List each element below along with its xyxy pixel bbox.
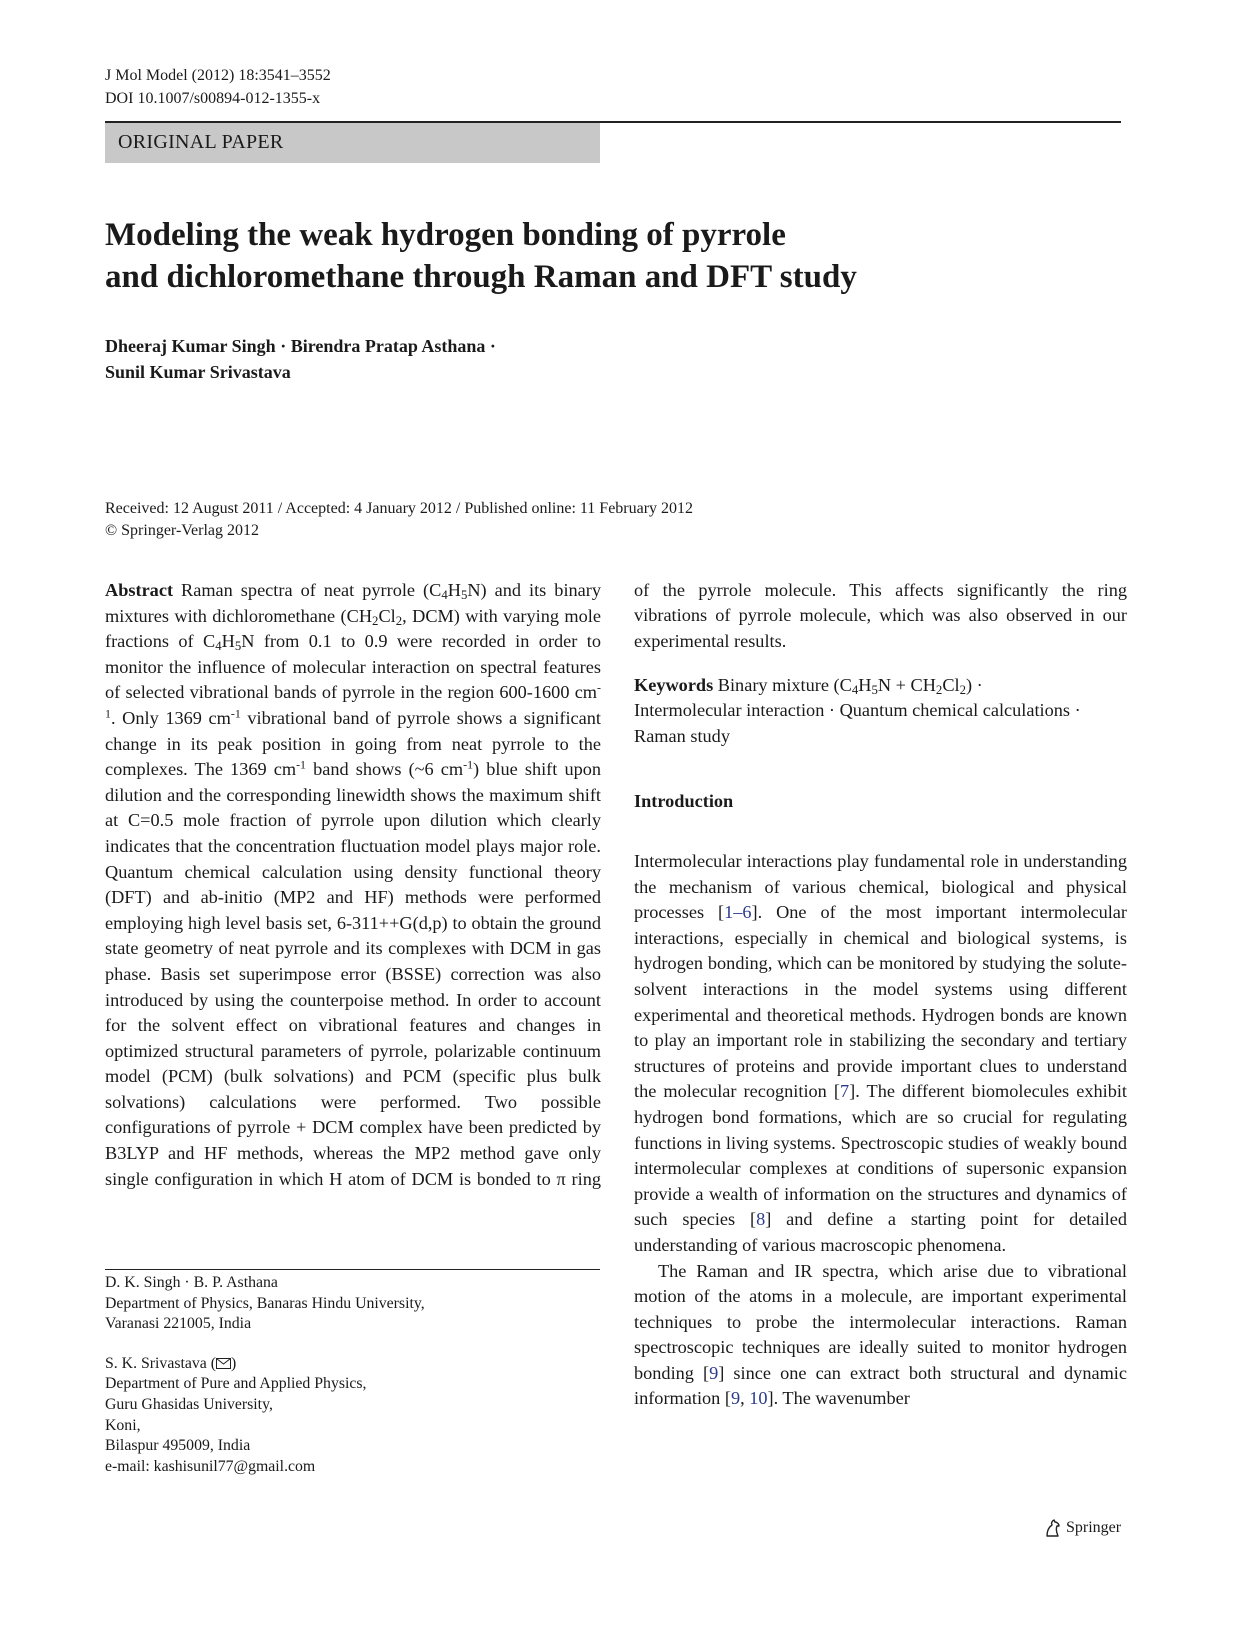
affiliation-1-names: D. K. Singh · B. P. Asthana [105, 1274, 278, 1291]
dates-line: Received: 12 August 2011 / Accepted: 4 January 2012 / Published online: 11 February 2012 [105, 500, 694, 517]
footnote-rule [105, 1269, 600, 1270]
author-affiliations: D. K. Singh · B. P. Asthana Department of Physics, Banaras Hindu University, Varanasi 221005, India S. K. Srivastava ( ) Department of Pure and Applied Physics, Guru Ghasidas University, Koni, Bilaspur 495009, India e-mail: kashisunil77@gmail.com [105, 1273, 425, 1477]
contact-email[interactable]: e-mail: kashisunil77@gmail.com [105, 1457, 316, 1475]
author-1: Dheeraj Kumar Singh [105, 336, 276, 356]
title-line-1: Modeling the weak hydrogen bonding of pyrrole [105, 217, 786, 253]
paper-title [105, 214, 1105, 298]
publisher-name: Springer [1066, 1519, 1122, 1536]
author-3: Sunil Kumar Srivastava [105, 362, 291, 382]
article-type-badge: ORIGINAL PAPER [105, 123, 600, 163]
affiliation-2-name: S. K. Srivastava ( ) [105, 1354, 237, 1372]
author-list [105, 333, 496, 385]
citation-link[interactable]: 8 [756, 1209, 766, 1230]
doi: DOI 10.1007/s00894-012-1355-x [105, 90, 321, 107]
keywords-label: Keywords [634, 674, 714, 695]
title-line-2: and dichloromethane through Raman and DFT study [105, 259, 857, 295]
springer-horse-icon [1044, 1518, 1062, 1538]
author-separator: · [485, 336, 496, 356]
introduction-paragraph-2: The Raman and IR spectra, which arise due to vibrational motion of the atoms in a molecule, are important experimental techniques to probe the intermolecular interactions. Raman spectroscopic techniques are ideally suited to monitor hydrogen bonding [9] since one can extract both structural and dynamic information [9, 10]. The wavenumber [634, 1260, 1127, 1409]
journal-header [105, 64, 331, 110]
citation-link[interactable]: 9 [730, 1388, 741, 1409]
citation-link[interactable]: 9 [709, 1362, 719, 1383]
abstract: Abstract Raman spectra of neat pyrrole $(C_4H_5N)$ and its binary mixtures with dichloromethane ($CH_2Cl_2$, DCM) with varying mole fractions of $C_4H_5N$ from 0.1 to 0.9 were recorded in order to monitor the influence of molecular interaction on spectral features of selected vibrational bands of pyrrole in the region 600-1600 $cm^{-1}$. Only 1369 $cm^{-1}$ vibrational band of pyrrole shows a significant change in its peak position in going from neat pyrrole to the complexes. The 1369 $cm^{-1}$ band shows (~6 $cm^{-1}$) blue shift upon dilution and the corresponding linewidth shows the maximum shift at C=0.5 mole fraction of pyrrole upon dilution which clearly indicates that the concentration fluctuation model plays major role. Quantum chemical calculation using density functional theory (DFT) and ab-initio (MP2 and HF) methods were performed employing high level basis set, 6-311++G(d,p) to obtain the ground state geometry of neat pyrrole and its complexes with DCM in gas phase. Basis set superimpose error (BSSE) correction was also introduced by using the counterpoise method. In order to account for the solvent effect on vibrational features and changes in optimized structural parameters of pyrrole, polarizable continuum model (PCM) (bulk solvations) and PCM (specific plus bulk solvations) calculations were performed. Two possible configurations of pyrrole + DCM complex have been predicted by B3LYP and HF methods, whereas the MP2 method gave only single configuration in which H atom of DCM is bonded to π ring [105, 580, 601, 1189]
author-2: Birendra Pratap Asthana [290, 336, 486, 356]
left-column [105, 578, 601, 1192]
copyright: © Springer-Verlag 2012 [105, 522, 260, 539]
citation-link[interactable]: 7 [839, 1081, 850, 1102]
right-column [634, 578, 1127, 1468]
introduction-paragraph-1: Intermolecular interactions play fundamental role in understanding the mechanism of various chemical, biological and physical processes [1–6]. One of the most important intermolecular interactions, especially in chemical and biological systems, is hydrogen bonding, which can be monitored by studying the solute-solvent interactions in the model systems using different experimental and theoretical methods. Hydrogen bonds are known to play an important role in stabilizing the secondary and tertiary structures of proteins and provide important clues to understand the molecular recognition [7]. The different biomolecules exhibit hydrogen bond formations, which are so crucial for regulating functions in living systems. Spectroscopic studies of weakly bound intermolecular complexes at conditions of supersonic expansion provide a wealth of information on the structures and dynamics of such species [8] and define a starting point for detailed understanding of various macroscopic phenomena. [634, 851, 1127, 1255]
abstract-label: Abstract [105, 580, 174, 600]
author-separator: · [275, 336, 291, 356]
envelope-icon [216, 1358, 231, 1369]
citation-link[interactable]: 1–6 [724, 902, 752, 923]
abstract-continued: of the pyrrole molecule. This affects significantly the ring vibrations of pyrrole molecule, which was also observed in our experimental results. [634, 579, 1127, 652]
citation-link[interactable]: 10 [749, 1388, 768, 1409]
introduction-heading: Introduction [634, 791, 734, 812]
keywords: Keywords Binary mixture $(C_4H_5N + CH_2Cl_2)$ · Intermolecular interaction · Quantum chemical calculations · Raman study [634, 674, 1081, 746]
publication-dates [105, 498, 693, 542]
right-flow [634, 578, 1127, 1412]
journal-citation: J Mol Model (2012) 18:3541–3552 [105, 67, 331, 84]
publisher-logo [1044, 1517, 1121, 1539]
